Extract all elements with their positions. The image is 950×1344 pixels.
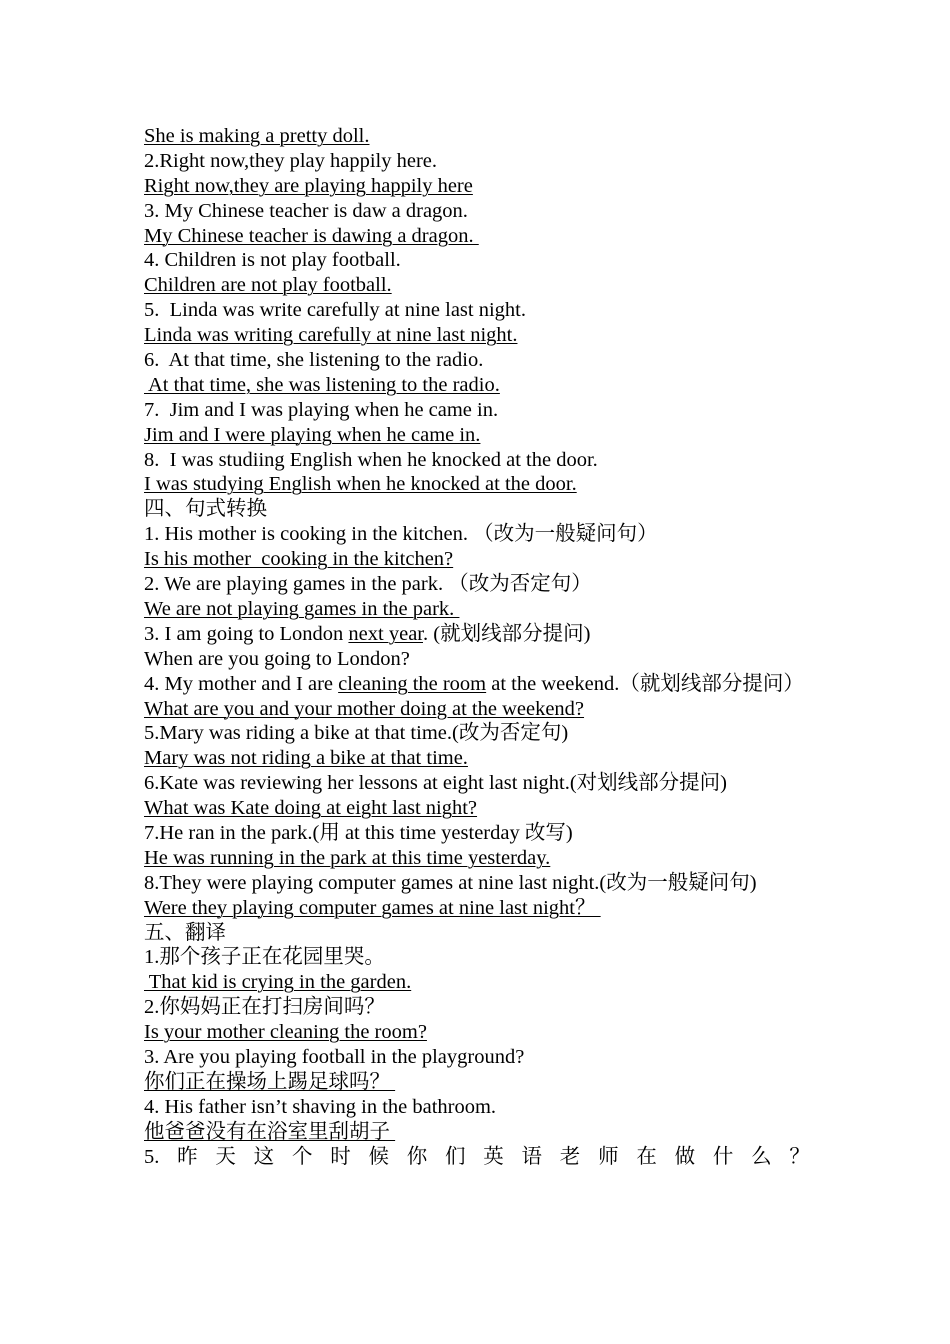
- document-page: [144, 124, 810, 1169]
- question-line: 7.He ran in the park.(用 at this time yesterday 改写): [144, 821, 573, 844]
- answer-line: What was Kate doing at eight last night?: [144, 797, 478, 820]
- question-char: 候: [368, 1145, 389, 1168]
- question-char: ？: [789, 1145, 810, 1168]
- question-char: 么: [751, 1145, 772, 1168]
- question-line: 8. I was studiing English when he knocked at the door.: [144, 448, 598, 471]
- answer-line: What are you and your mother doing at the weekend?: [144, 697, 585, 720]
- answer-line: At that time, she was listening to the radio.: [144, 373, 500, 396]
- answer-line: 你们正在操场上踢足球吗？: [144, 1070, 396, 1093]
- question-char: 天: [215, 1145, 236, 1168]
- question-line: 2. We are playing games in the park. （改为否定句）: [144, 573, 592, 596]
- question-line: 8.They were playing computer games at nine last night.(改为一般疑问句): [144, 871, 757, 894]
- underlined-phrase: cleaning the room: [338, 672, 487, 695]
- question-text: at the weekend.（就划线部分提问）: [486, 672, 804, 695]
- answer-line: Is his mother cooking in the kitchen?: [144, 548, 454, 571]
- question-text: . (就划线部分提问): [423, 622, 591, 645]
- section-heading: 五、翻译: [144, 921, 226, 944]
- question-line: 2.Right now,they play happily here.: [144, 149, 438, 172]
- question-char: 们: [445, 1145, 466, 1168]
- question-char: 你: [406, 1145, 428, 1168]
- question-line: 3. Are you playing football in the playground?: [144, 1045, 525, 1068]
- question-char: 这: [253, 1145, 275, 1168]
- question-char: 时: [330, 1145, 351, 1168]
- question-char: 什: [712, 1145, 734, 1168]
- question-char: 个: [291, 1145, 313, 1168]
- answer-line: Linda was writing carefully at nine last night.: [144, 324, 518, 347]
- answer-line: He was running in the park at this time yesterday.: [144, 846, 551, 869]
- underlined-phrase: next year: [348, 622, 423, 645]
- question-line: 6.Kate was reviewing her lessons at eight last night.(对划线部分提问): [144, 772, 727, 795]
- question-line: [144, 622, 810, 647]
- answer-line: That kid is crying in the garden.: [144, 971, 412, 994]
- answer-line: She is making a pretty doll.: [144, 125, 370, 147]
- question-line: 3. My Chinese teacher is daw a dragon.: [144, 199, 468, 222]
- question-line: 6. At that time, she listening to the radio.: [144, 349, 484, 372]
- answer-line: Were they playing computer games at nine last night？: [144, 896, 601, 919]
- question-line: 1.那个孩子正在花园里哭。: [144, 946, 385, 969]
- answer-line: Jim and I were playing when he came in.: [144, 423, 481, 446]
- answer-line: Mary was not riding a bike at that time.: [144, 747, 468, 770]
- answer-line: 他爸爸没有在浴室里刮胡子: [144, 1120, 396, 1143]
- question-char: 做: [674, 1145, 696, 1168]
- question-text: 4. My mother and I are: [144, 672, 339, 695]
- question-char: 在: [636, 1145, 657, 1168]
- answer-line: When are you going to London?: [144, 647, 410, 670]
- question-char: 英: [483, 1145, 504, 1168]
- question-char: 老: [559, 1145, 581, 1168]
- question-char: 昨: [177, 1145, 198, 1168]
- question-line: 5. Linda was write carefully at nine last night.: [144, 299, 526, 322]
- answer-line: Is your mother cleaning the room?: [144, 1021, 427, 1044]
- answer-line: I was studying English when he knocked at the door.: [144, 473, 577, 496]
- question-line: 2.你妈妈正在打扫房间吗？: [144, 996, 385, 1019]
- question-char: 语: [521, 1145, 543, 1168]
- question-char: 师: [598, 1145, 619, 1168]
- question-line: 4. Children is not play football.: [144, 249, 401, 272]
- section-heading: 四、句式转换: [144, 498, 267, 521]
- question-line: 5.Mary was riding a bike at that time.(改为否定句): [144, 722, 569, 745]
- question-number: 5.: [144, 1145, 160, 1168]
- question-line: [144, 672, 810, 697]
- answer-line: Children are not play football.: [144, 274, 392, 297]
- question-line: [144, 1145, 810, 1170]
- answer-line: Right now,they are playing happily here: [144, 174, 473, 197]
- question-line: 7. Jim and I was playing when he came in.: [144, 398, 499, 421]
- question-line: 1. His mother is cooking in the kitchen. （改为一般疑问句）: [144, 523, 658, 546]
- question-text: 3. I am going to London: [144, 622, 349, 645]
- answer-line: We are not playing games in the park.: [144, 597, 460, 620]
- question-line: 4. His father isn’t shaving in the bathroom.: [144, 1095, 497, 1118]
- answer-line: My Chinese teacher is dawing a dragon.: [144, 224, 479, 247]
